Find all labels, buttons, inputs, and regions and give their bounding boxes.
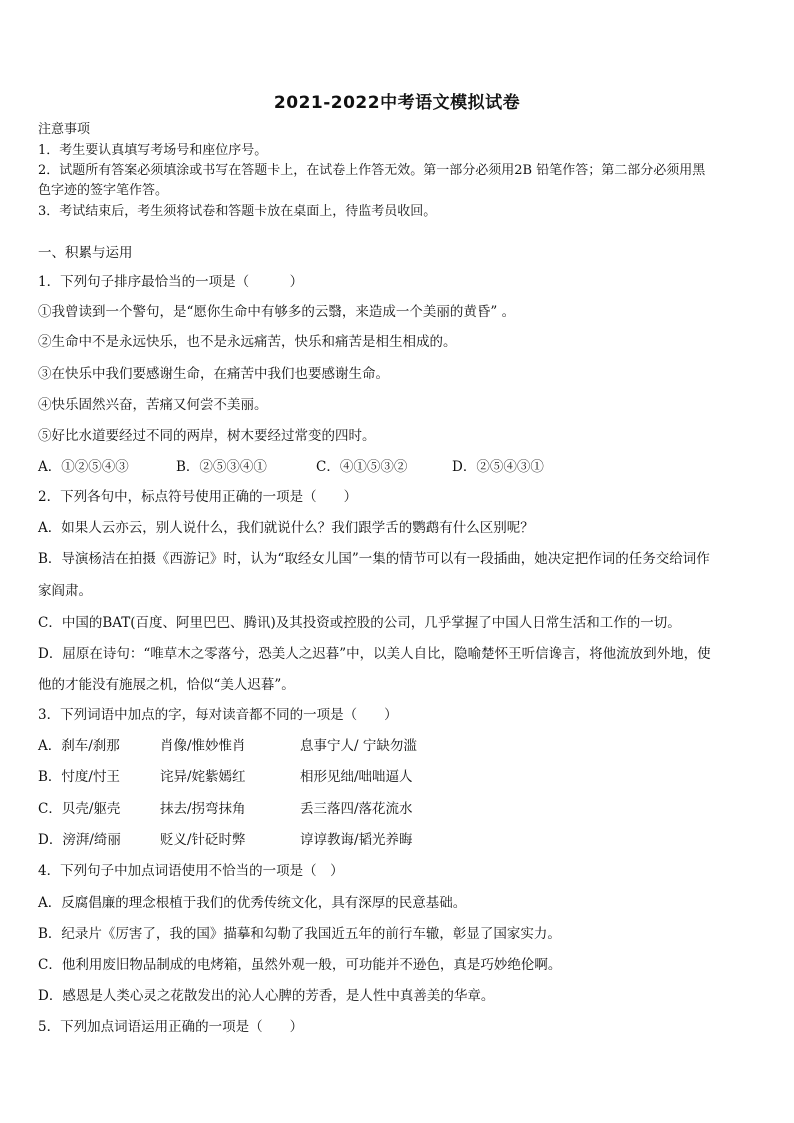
- question-stem: 1．下列句子排序最恰当的一项是（ ）: [38, 274, 304, 290]
- option-row: [38, 800, 758, 818]
- page-title: 2021-2022中考语文模拟试卷: [273, 93, 521, 113]
- option-cell: C．贝壳/躯壳: [38, 801, 121, 817]
- notice-heading: 注意事项: [38, 122, 91, 137]
- option-line: 他的才能没有施展之机，恰似“美人迟暮”。: [38, 677, 295, 693]
- notice-item: 2．试题所有答案必须填涂或书写在答题卡上，在试卷上作答无效。第一部分必须用2B 铅笔作答；第二部分必须用黑: [38, 163, 706, 178]
- option: B．②⑤③④①: [176, 459, 267, 475]
- option: A．①②⑤④③: [38, 459, 129, 475]
- option-line: A．反腐倡廉的理念根植于我们的优秀传统文化，具有深厚的民意基础。: [38, 895, 467, 911]
- option-cell: 贬义/针砭时弊: [160, 832, 246, 848]
- question-sentence: ②生命中不是永远快乐，也不是永远痛苦，快乐和痛苦是相生相成的。: [38, 334, 457, 350]
- option-cell: D．滂湃/绮丽: [38, 832, 121, 848]
- notice-item: 1．考生要认真填写考场号和座位序号。: [38, 143, 268, 158]
- option-row: [38, 831, 758, 849]
- option-line: B．导演杨洁在拍摄《西游记》时，认为“取经女儿国”一集的情节可以有一段插曲，她决定把作词的任务交给词作: [38, 551, 710, 567]
- option-line: D．屈原在诗句：“唯草木之零落兮，恐美人之迟暮”中，以美人自比，隐喻楚怀王听信谗言，将他流放到外地，使: [38, 646, 711, 662]
- question-sentence: ①我曾读到一个警句，是“愿你生命中有够多的云翳，来造成一个美丽的黄昏” 。: [38, 304, 516, 320]
- option-cell: A．刹车/刹那: [38, 738, 120, 754]
- question-sentence: ④快乐固然兴奋，苦痛又何尝不美丽。: [38, 397, 268, 413]
- option-line: C．他利用废旧物品制成的电烤箱，虽然外观一般，可功能并不逊色，真是巧妙绝伦啊。: [38, 957, 562, 973]
- section-heading: 一、积累与运用: [38, 245, 133, 261]
- option-row: [38, 737, 758, 755]
- question-sentence: ③在快乐中我们要感谢生命，在痛苦中我们也要感谢生命。: [38, 366, 389, 382]
- option-line: 家阎肃。: [38, 583, 92, 599]
- option-cell: 息事宁人/ 宁缺勿滥: [300, 738, 417, 754]
- option-line: B．纪录片《厉害了，我的国》描摹和勾勒了我国近五年的前行车辙，彰显了国家实力。: [38, 926, 561, 942]
- option-cell: B．忖度/忖王: [38, 769, 120, 785]
- option-line: C．中国的BAT(百度、阿里巴巴、腾讯)及其投资或控股的公司，几乎掌握了中国人日常生活和工作的一切。: [38, 615, 681, 631]
- question-stem: 4．下列句子中加点词语使用不恰当的一项是（ ）: [38, 863, 344, 879]
- option: C．④①⑤③②: [316, 459, 408, 475]
- question-stem: 2．下列各句中，标点符号使用正确的一项是（ ）: [38, 489, 358, 505]
- question-stem: 5．下列加点词语运用正确的一项是（ ）: [38, 1019, 304, 1035]
- option-cell: 相形见绌/咄咄逼人: [300, 769, 413, 785]
- option-line: A．如果人云亦云，别人说什么，我们就说什么？我们跟学舌的鹦鹉有什么区别呢？: [38, 520, 534, 536]
- option-line: D．感恩是人类心灵之花散发出的沁人心脾的芳香，是人性中真善美的华章。: [38, 988, 495, 1004]
- question-sentence: ⑤好比水道要经过不同的两岸，树木要经过常变的四时。: [38, 428, 376, 444]
- option-cell: 谆谆教诲/韬光养晦: [300, 832, 413, 848]
- option: D．②⑤④③①: [452, 459, 544, 475]
- notice-item: 3．考试结束后，考生须将试卷和答题卡放在桌面上，待监考员收回。: [38, 204, 437, 219]
- option-row: [38, 458, 758, 476]
- question-stem: 3．下列词语中加点的字，每对读音都不同的一项是（ ）: [38, 707, 398, 723]
- option-cell: 肖像/惟妙惟肖: [160, 738, 246, 754]
- notice-item: 色字迹的签字笔作答。: [38, 183, 169, 198]
- option-cell: 诧异/姹紫嫣红: [160, 769, 246, 785]
- option-row: [38, 768, 758, 786]
- option-cell: 丢三落四/落花流水: [300, 801, 413, 817]
- option-cell: 抹去/拐弯抹角: [160, 801, 246, 817]
